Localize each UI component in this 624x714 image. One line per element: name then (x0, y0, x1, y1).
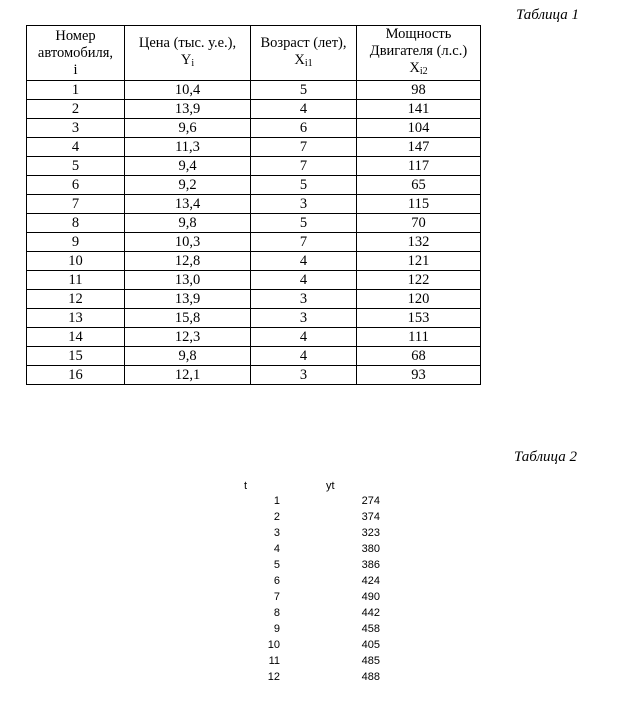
age-cell: 4 (251, 100, 357, 119)
car-number-cell: 16 (27, 366, 125, 385)
power-cell: 70 (357, 214, 481, 233)
header-power-subscript: i2 (419, 66, 428, 77)
t-value: 5 (273, 559, 280, 571)
price-cell: 12,8 (125, 252, 251, 271)
header-car-number (27, 26, 125, 81)
car-number-cell: 7 (27, 195, 125, 214)
list-item (230, 671, 400, 687)
car-number-cell: 14 (27, 328, 125, 347)
age-cell: 3 (251, 195, 357, 214)
power-cell: 104 (357, 119, 481, 138)
cars-table-header-row (27, 26, 481, 81)
header-yt: yt (326, 480, 335, 492)
header-power (357, 26, 481, 81)
table2-caption: Таблица 2 (514, 449, 577, 465)
age-cell: 5 (251, 176, 357, 195)
car-number-cell: 10 (27, 252, 125, 271)
power-cell: 121 (357, 252, 481, 271)
yt-value: 386 (361, 559, 380, 571)
age-cell: 3 (251, 366, 357, 385)
t-value: 3 (273, 527, 280, 539)
table-row (27, 176, 481, 195)
power-cell: 68 (357, 347, 481, 366)
power-cell: 153 (357, 309, 481, 328)
age-cell: 4 (251, 271, 357, 290)
yt-value: 380 (361, 543, 380, 555)
t-value: 8 (273, 607, 280, 619)
t-value: 2 (273, 511, 280, 523)
list-item (230, 591, 400, 607)
header-price-line1: Цена (тыс. у.е.), (138, 34, 237, 51)
yt-value: 458 (361, 623, 380, 635)
yt-value: 405 (361, 639, 380, 651)
t-value: 11 (268, 655, 280, 667)
table-row (27, 100, 481, 119)
price-cell: 13,4 (125, 195, 251, 214)
table-row (27, 290, 481, 309)
t-value: 4 (273, 543, 280, 555)
list-item (230, 607, 400, 623)
cars-table (26, 25, 481, 385)
t-value: 10 (267, 639, 280, 651)
yt-value: 424 (361, 575, 380, 587)
price-cell: 13,0 (125, 271, 251, 290)
power-cell: 132 (357, 233, 481, 252)
list-item (230, 575, 400, 591)
car-number-cell: 2 (27, 100, 125, 119)
time-series-table (230, 480, 400, 687)
header-power-line2: Двигателя (л.с.) (369, 43, 468, 59)
table-row (27, 309, 481, 328)
price-cell: 13,9 (125, 100, 251, 119)
power-cell: 117 (357, 157, 481, 176)
price-cell: 12,3 (125, 328, 251, 347)
table1-caption: Таблица 1 (516, 7, 579, 23)
table-row (27, 252, 481, 271)
price-cell: 9,8 (125, 347, 251, 366)
power-cell: 111 (357, 328, 481, 347)
t-value: 6 (273, 575, 280, 587)
power-cell: 93 (357, 366, 481, 385)
header-car-number-line1: Номер (55, 27, 96, 44)
table-row (27, 347, 481, 366)
price-cell: 13,9 (125, 290, 251, 309)
table-row (27, 81, 481, 100)
age-cell: 5 (251, 81, 357, 100)
power-cell: 65 (357, 176, 481, 195)
time-series-header (230, 480, 400, 495)
yt-value: 490 (361, 591, 380, 603)
table-row (27, 214, 481, 233)
t-value: 12 (267, 671, 280, 683)
header-power-line1: Мощность (385, 26, 452, 42)
power-cell: 98 (357, 81, 481, 100)
power-cell: 141 (357, 100, 481, 119)
t-value: 1 (273, 495, 280, 507)
table-row (27, 271, 481, 290)
header-car-number-line2: автомобиля, (37, 44, 114, 61)
list-item (230, 639, 400, 655)
age-cell: 4 (251, 328, 357, 347)
price-cell: 9,8 (125, 214, 251, 233)
price-cell: 10,4 (125, 81, 251, 100)
header-age (251, 26, 357, 81)
t-value: 9 (273, 623, 280, 635)
power-cell: 115 (357, 195, 481, 214)
car-number-cell: 9 (27, 233, 125, 252)
yt-value: 274 (361, 495, 380, 507)
price-cell: 12,1 (125, 366, 251, 385)
power-cell: 120 (357, 290, 481, 309)
car-number-cell: 11 (27, 271, 125, 290)
price-cell: 9,2 (125, 176, 251, 195)
car-number-cell: 1 (27, 81, 125, 100)
table-row (27, 366, 481, 385)
price-cell: 11,3 (125, 138, 251, 157)
car-number-cell: 12 (27, 290, 125, 309)
age-cell: 6 (251, 119, 357, 138)
car-number-cell: 15 (27, 347, 125, 366)
table-row (27, 233, 481, 252)
car-number-cell: 6 (27, 176, 125, 195)
header-price-symbol: Y (180, 51, 192, 68)
yt-value: 323 (361, 527, 380, 539)
list-item (230, 527, 400, 543)
table-row (27, 328, 481, 347)
list-item (230, 511, 400, 527)
header-t: t (244, 480, 248, 492)
header-age-line1: Возраст (лет), (260, 34, 347, 51)
car-number-cell: 13 (27, 309, 125, 328)
list-item (230, 559, 400, 575)
yt-value: 485 (361, 655, 380, 667)
header-power-symbol: X (409, 60, 420, 76)
header-car-number-line3: i (73, 61, 78, 78)
power-cell: 122 (357, 271, 481, 290)
header-price (125, 26, 251, 81)
car-number-cell: 8 (27, 214, 125, 233)
car-number-cell: 4 (27, 138, 125, 157)
age-cell: 7 (251, 138, 357, 157)
header-age-subscript: i1 (304, 57, 313, 69)
power-cell: 147 (357, 138, 481, 157)
age-cell: 7 (251, 157, 357, 176)
age-cell: 5 (251, 214, 357, 233)
age-cell: 7 (251, 233, 357, 252)
header-price-subscript: i (191, 57, 195, 69)
age-cell: 4 (251, 347, 357, 366)
age-cell: 3 (251, 290, 357, 309)
table-row (27, 157, 481, 176)
table-row (27, 138, 481, 157)
list-item (230, 495, 400, 511)
price-cell: 9,6 (125, 119, 251, 138)
list-item (230, 655, 400, 671)
table-row (27, 195, 481, 214)
list-item (230, 543, 400, 559)
car-number-cell: 3 (27, 119, 125, 138)
age-cell: 4 (251, 252, 357, 271)
car-number-cell: 5 (27, 157, 125, 176)
yt-value: 488 (361, 671, 380, 683)
header-age-symbol: X (294, 51, 305, 68)
price-cell: 9,4 (125, 157, 251, 176)
list-item (230, 623, 400, 639)
table-row (27, 119, 481, 138)
t-value: 7 (273, 591, 280, 603)
price-cell: 10,3 (125, 233, 251, 252)
yt-value: 442 (361, 607, 380, 619)
yt-value: 374 (361, 511, 380, 523)
age-cell: 3 (251, 309, 357, 328)
price-cell: 15,8 (125, 309, 251, 328)
